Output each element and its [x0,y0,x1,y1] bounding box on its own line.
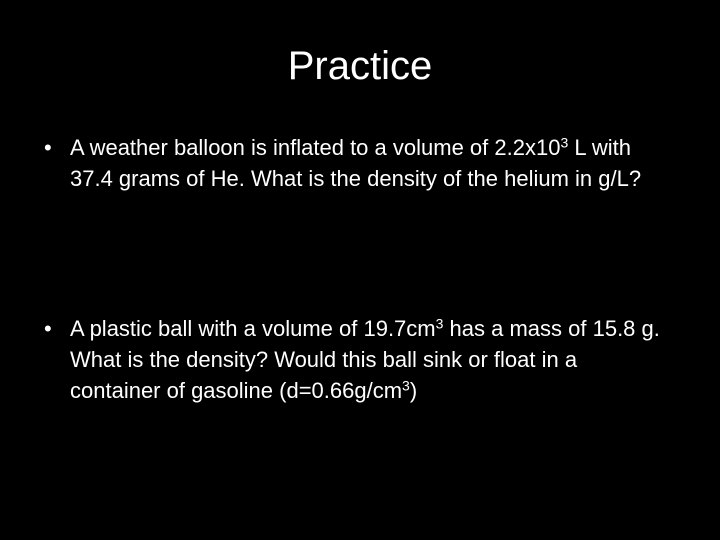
bullet-text-part: A weather balloon is inflated to a volume of 2.2x10 [70,135,561,160]
bullet-item-weather-balloon [44,132,664,194]
superscript: 3 [402,377,410,394]
bullet-text-part: A plastic ball with a volume of 19.7cm [70,316,436,341]
bullet-text [70,313,664,406]
superscript: 3 [560,134,569,151]
superscript: 3 [435,315,444,332]
bullet-text-part: has a mass of 15.8 g. What is the density? Would this ball sink or float in a container of gasoline (d=0.66g/cm [70,316,660,403]
bullet-dot-icon: • [44,135,52,160]
bullet-text-part: ) [409,378,418,403]
bullet-text-part: L with 37.4 grams of He. What is the density of the helium in g/L? [70,135,642,191]
bullet-text [70,132,664,194]
bullet-item-plastic-ball [44,313,664,406]
slide-title: Practice [287,44,433,88]
bullet-dot-icon: • [44,316,52,341]
